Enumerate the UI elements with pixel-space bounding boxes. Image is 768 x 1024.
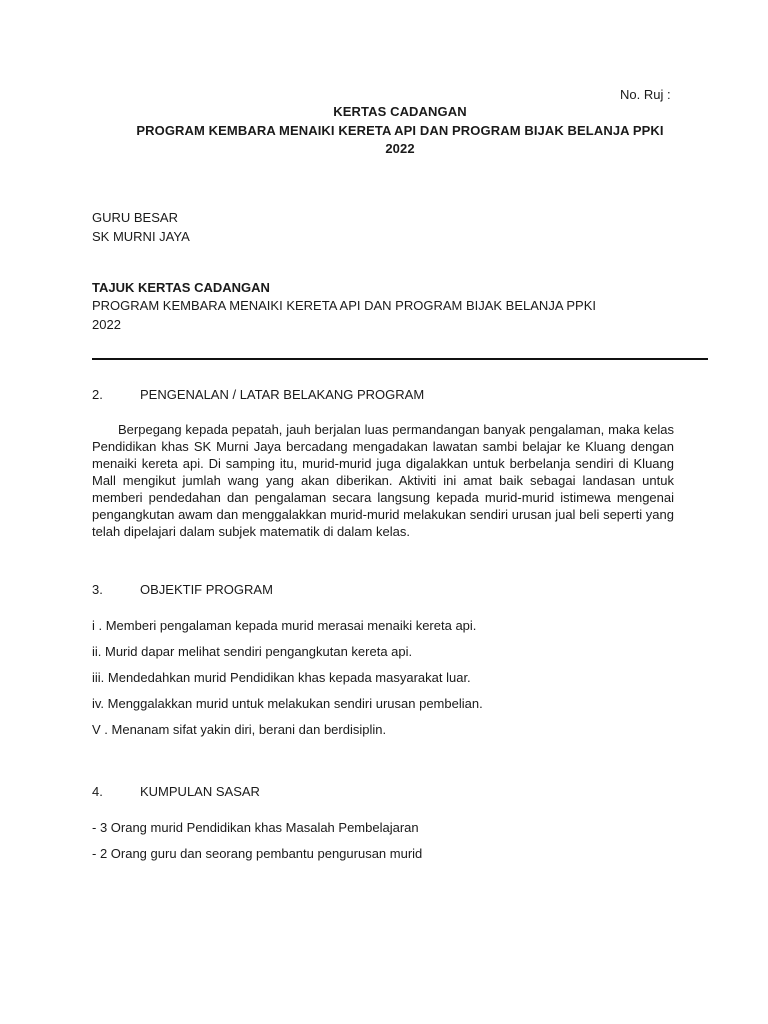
document-title: KERTAS CADANGAN [333, 104, 467, 119]
section-number: 2. [92, 387, 103, 402]
objective-item: i . Memberi pengalaman kepada murid merasai menaiki kereta api. [92, 618, 477, 633]
subject-heading: TAJUK KERTAS CADANGAN [92, 280, 270, 295]
program-year: 2022 [385, 141, 415, 156]
subject-line-1: PROGRAM KEMBARA MENAIKI KERETA API DAN PROGRAM BIJAK BELANJA PPKI [92, 298, 597, 313]
introduction-paragraph [92, 421, 674, 540]
section-title: PENGENALAN / LATAR BELAKANG PROGRAM [140, 387, 425, 402]
section-title: OBJEKTIF PROGRAM [140, 582, 273, 597]
program-title: PROGRAM KEMBARA MENAIKI KERETA API DAN PROGRAM BIJAK BELANJA PPKI [136, 123, 664, 138]
recipient-school: SK MURNI JAYA [92, 229, 190, 244]
section-number: 4. [92, 784, 103, 799]
divider-rule [92, 358, 708, 360]
target-group-item: - 3 Orang murid Pendidikan khas Masalah Pembelajaran [92, 820, 419, 835]
recipient-title: GURU BESAR [92, 210, 178, 225]
section-title: KUMPULAN SASAR [140, 784, 260, 799]
section-4-heading [92, 784, 260, 799]
section-2-heading [92, 387, 424, 402]
target-group-item: - 2 Orang guru dan seorang pembantu pengurusan murid [92, 846, 423, 861]
objective-item: V . Menanam sifat yakin diri, berani dan berdisiplin. [92, 722, 387, 737]
section-number: 3. [92, 582, 103, 597]
subject-line-2: 2022 [92, 317, 121, 332]
objective-item: iii. Mendedahkan murid Pendidikan khas kepada masyarakat luar. [92, 670, 471, 685]
objective-item: ii. Murid dapar melihat sendiri pengangkutan kereta api. [92, 644, 413, 659]
objective-item: iv. Menggalakkan murid untuk melakukan sendiri urusan pembelian. [92, 696, 483, 711]
section-3-heading [92, 582, 273, 597]
paragraph-text: Berpegang kepada pepatah, jauh berjalan luas permandangan banyak pengalaman, maka kelas Pendidikan khas SK Murni Jaya bercadang mengadakan lawatan sambi belajar ke Kluang dengan menaiki kereta api. Di samping itu, murid-murid juga digalakkan untuk berbelanja sendiri di Kluang Mall mengikut jumlah wang yang akan diberikan. Aktiviti ini amat baik sebagai landasan untuk memberi pendedahan dan pengalaman secara langsung kepada murid-murid istimewa mengenai pengangkutan awam dan menggalakkan murid-murid melakukan sendiri urusan jual beli seperti yang telah dipelajari dalam subjek matematik di dalam kelas. [92, 422, 674, 539]
reference-number: No. Ruj : [620, 87, 671, 102]
